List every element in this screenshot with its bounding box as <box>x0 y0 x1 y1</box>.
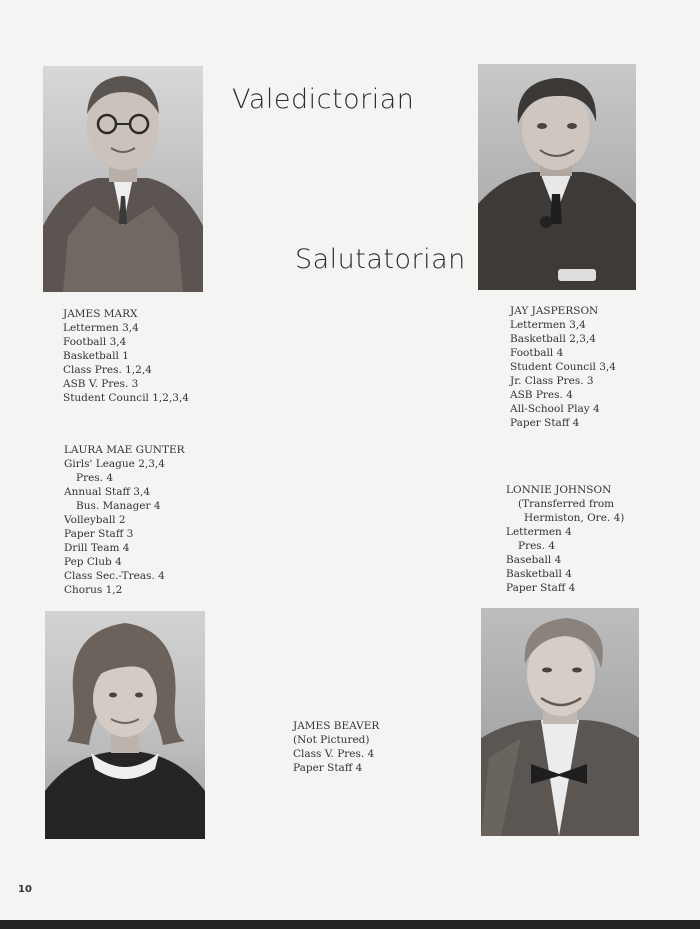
bio-laura-mae-gunter <box>64 443 185 597</box>
activity-line: Girls' League 2,3,4 <box>64 458 165 470</box>
student-name: LAURA MAE GUNTER <box>64 444 185 456</box>
photo-jay-jasperson <box>478 64 636 290</box>
portrait-lonnie-johnson <box>481 608 639 836</box>
student-name: LONNIE JOHNSON <box>506 484 612 496</box>
activity-line: Pep Club 4 <box>64 556 122 568</box>
student-name: JAMES MARX <box>63 308 138 320</box>
activity-line: Baseball 4 <box>506 554 562 566</box>
activity-line: Bus. Manager 4 <box>76 500 161 512</box>
activity-line: Basketball 4 <box>506 568 572 580</box>
photo-james-marx <box>43 66 203 292</box>
activity-line: ASB V. Pres. 3 <box>63 378 139 390</box>
activity-line: Lettermen 3,4 <box>63 322 139 334</box>
activity-line: ASB Pres. 4 <box>510 389 573 401</box>
photo-laura-mae-gunter <box>45 611 205 839</box>
activity-line: Student Council 3,4 <box>510 361 616 373</box>
bio-lonnie-johnson <box>506 483 624 595</box>
activity-line: Volleyball 2 <box>64 514 126 526</box>
activity-line: Pres. 4 <box>518 540 556 552</box>
activity-line: (Not Pictured) <box>293 734 370 746</box>
portrait-jay-jasperson <box>478 64 636 290</box>
bottom-border <box>0 920 700 929</box>
activity-line: Lettermen 4 <box>506 526 572 538</box>
activity-line: Lettermen 3,4 <box>510 319 586 331</box>
activity-line: Class V. Pres. 4 <box>293 748 375 760</box>
activity-line: Drill Team 4 <box>64 542 130 554</box>
student-name: JAMES BEAVER <box>293 720 380 732</box>
activity-line: Jr. Class Pres. 3 <box>510 375 594 387</box>
activity-line: Football 4 <box>510 347 564 359</box>
photo-lonnie-johnson <box>481 608 639 836</box>
activity-line: All-School Play 4 <box>510 403 600 415</box>
activity-line: Student Council 1,2,3,4 <box>63 392 189 404</box>
portrait-laura-mae-gunter <box>45 611 205 839</box>
activity-line: Football 3,4 <box>63 336 127 348</box>
transfer-note-line: (Transferred from <box>518 498 615 510</box>
transfer-note-line: Hermiston, Ore. 4) <box>524 512 625 524</box>
portrait-james-marx <box>43 66 203 292</box>
salutatorian-heading: Salutatorian <box>295 244 466 275</box>
activity-line: Class Pres. 1,2,4 <box>63 364 152 376</box>
activity-line: Basketball 2,3,4 <box>510 333 596 345</box>
bio-james-beaver <box>293 719 379 775</box>
activity-line: Pres. 4 <box>76 472 114 484</box>
activity-line: Basketball 1 <box>63 350 129 362</box>
activity-line: Chorus 1,2 <box>64 584 123 596</box>
activity-line: Paper Staff 3 <box>64 528 134 540</box>
activity-line: Annual Staff 3,4 <box>64 486 150 498</box>
bio-james-marx <box>63 307 189 405</box>
activity-line: Paper Staff 4 <box>506 582 576 594</box>
page-number: 10 <box>18 884 32 895</box>
activity-line: Class Sec.-Treas. 4 <box>64 570 165 582</box>
valedictorian-heading: Valedictorian <box>232 84 415 115</box>
activity-line: Paper Staff 4 <box>293 762 363 774</box>
bio-jay-jasperson <box>510 304 616 430</box>
student-name: JAY JASPERSON <box>510 305 599 317</box>
activity-line: Paper Staff 4 <box>510 417 580 429</box>
